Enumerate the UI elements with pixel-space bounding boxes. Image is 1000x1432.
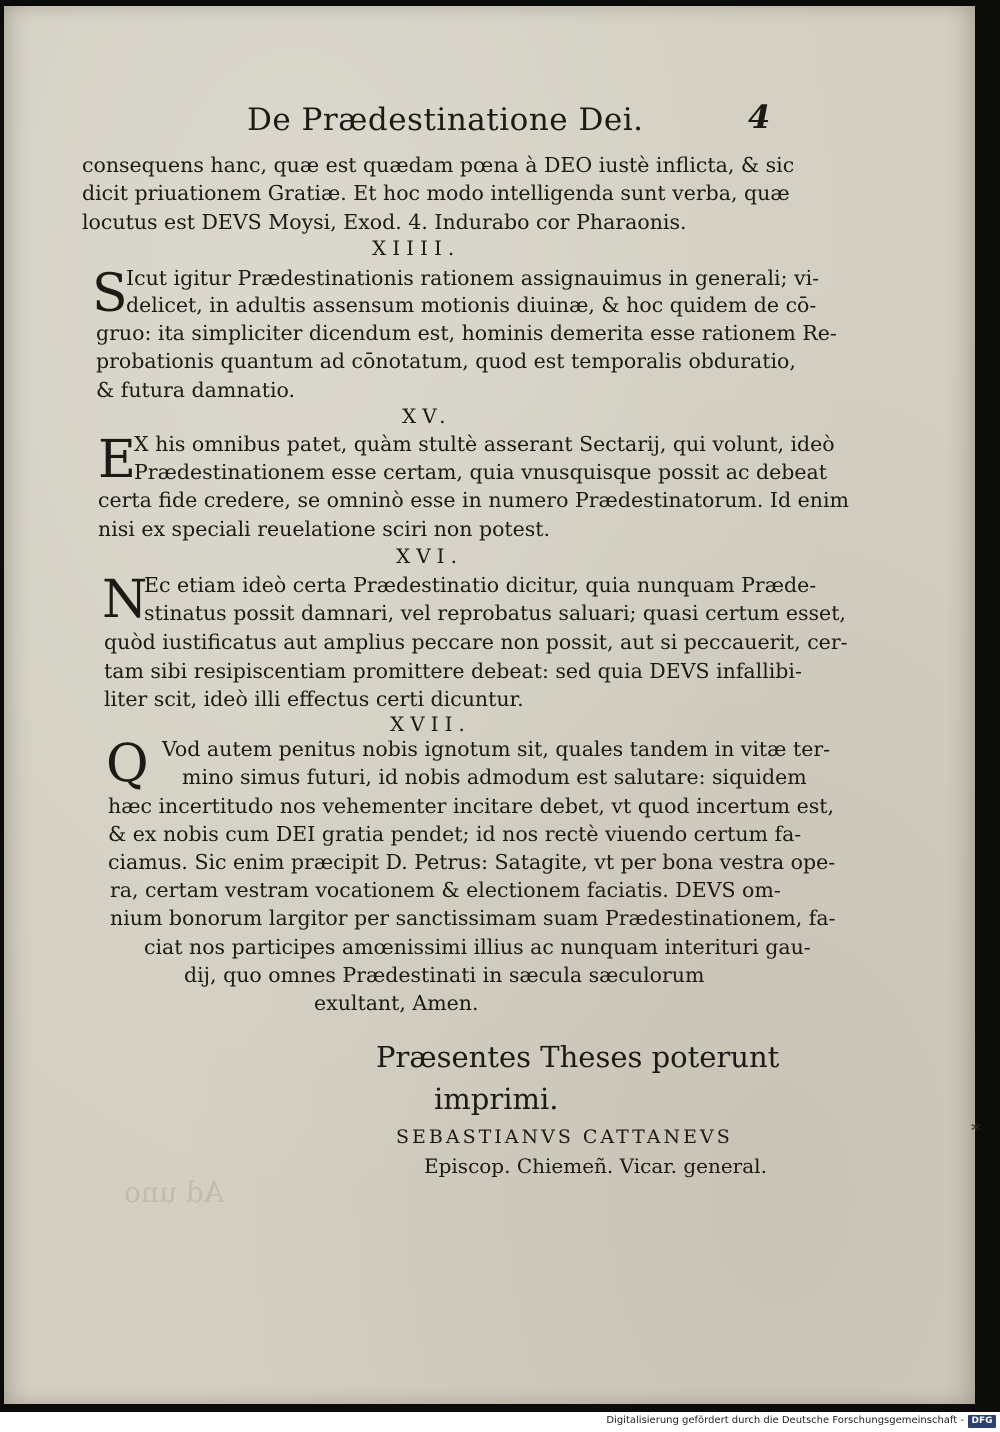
intro-line: locutus est DEVS Moysi, Exod. 4. Indurabo cor Pharaonis. bbox=[82, 210, 687, 234]
paragraph-line: Icut igitur Prædestinationis rationem assignauimus in generali; vi- bbox=[126, 266, 820, 290]
paragraph-line: Vod autem penitus nobis ignotum sit, quales tandem in vitæ ter- bbox=[162, 737, 831, 761]
paragraph-line: probationis quantum ad cōnotatum, quod est temporalis obduratio, bbox=[96, 349, 796, 373]
paragraph-line: nisi ex speciali reuelatione sciri non potest. bbox=[98, 517, 551, 541]
footer-bar bbox=[0, 1412, 1000, 1432]
drop-cap: N bbox=[102, 570, 148, 630]
paragraph-line: mino simus futuri, id nobis admodum est salutare: siquidem bbox=[182, 765, 807, 789]
paragraph-line: stinatus possit damnari, vel reprobatus saluari; quasi certum esset, bbox=[144, 601, 846, 625]
page-number: 4 bbox=[748, 98, 771, 136]
paragraph-line: dij, quo omnes Prædestinati in sæcula sæculorum bbox=[184, 963, 705, 987]
funding-notice: Digitalisierung gefördert durch die Deutsche Forschungsgemeinschaft - bbox=[606, 1415, 964, 1426]
paragraph-line: ciat nos participes amœnissimi illius ac nunquam interituri gau- bbox=[144, 935, 811, 959]
scanned-page bbox=[4, 6, 981, 1404]
section-number: XIIII. bbox=[372, 236, 461, 260]
paragraph-line: exultant, Amen. bbox=[314, 991, 479, 1015]
drop-cap: S bbox=[92, 264, 128, 324]
drop-cap: Q bbox=[106, 734, 149, 794]
dfg-logo: DFG bbox=[968, 1415, 996, 1428]
section-number: XVI. bbox=[396, 544, 463, 568]
paragraph-line: & ex nobis cum DEI gratia pendet; id nos rectè viuendo certum fa- bbox=[108, 822, 802, 846]
section-number: XVII. bbox=[390, 712, 471, 736]
paragraph-line: liter scit, ideò illi effectus certi dicuntur. bbox=[104, 687, 524, 711]
paragraph-line: & futura damnatio. bbox=[96, 378, 296, 402]
imprimatur-line: imprimi. bbox=[434, 1082, 559, 1116]
show-through-text: Ad uno bbox=[124, 1176, 224, 1209]
paragraph-line: hæc incertitudo nos vehementer incitare debet, vt quod incertum est, bbox=[108, 794, 835, 818]
intro-line: dicit priuationem Gratiæ. Et hoc modo intelligenda sunt verba, quæ bbox=[82, 181, 790, 205]
paragraph-line: delicet, in adultis assensum motionis diuinæ, & hoc quidem de cō- bbox=[126, 293, 817, 317]
paragraph-line: tam sibi resipiscentiam promittere debeat: sed quia DEVS infallibi- bbox=[104, 659, 802, 683]
paragraph-line: gruo: ita simpliciter dicendum est, hominis demerita esse rationem Re- bbox=[96, 321, 837, 345]
imprimatur-line: Præsentes Theses poterunt bbox=[376, 1040, 780, 1074]
paragraph-line: nium bonorum largitor per sanctissimam suam Prædestinationem, fa- bbox=[110, 906, 836, 930]
paragraph-line: ciamus. Sic enim præcipit D. Petrus: Satagite, vt per bona vestra ope- bbox=[108, 850, 836, 874]
signer-office: Episcop. Chiemeñ. Vicar. general. bbox=[424, 1154, 767, 1178]
running-head: De Prædestinatione Dei. bbox=[247, 102, 644, 138]
paragraph-line: certa fide credere, se omninò esse in numero Prædestinatorum. Id enim bbox=[98, 488, 849, 512]
drop-cap: E bbox=[98, 430, 136, 490]
intro-line: consequens hanc, quæ est quædam pœna à DEO iustè inflicta, & sic bbox=[82, 153, 795, 177]
signer-name: SEBASTIANVS CATTANEVS bbox=[396, 1126, 733, 1148]
paragraph-line: X his omnibus patet, quàm stultè asserant Sectarij, qui volunt, ideò bbox=[134, 432, 835, 456]
section-number: XV. bbox=[402, 404, 452, 428]
paragraph-line: Ec etiam ideò certa Prædestinatio dicitur, quia nunquam Præde- bbox=[144, 573, 817, 597]
asterisk-mark: * bbox=[971, 1118, 981, 1142]
paragraph-line: ra, certam vestram vocationem & electionem faciatis. DEVS om- bbox=[110, 878, 781, 902]
paragraph-line: quòd iustificatus aut amplius peccare non possit, aut si peccauerit, cer- bbox=[104, 630, 848, 654]
paragraph-line: Prædestinationem esse certam, quia vnusquisque possit ac debeat bbox=[134, 460, 827, 484]
